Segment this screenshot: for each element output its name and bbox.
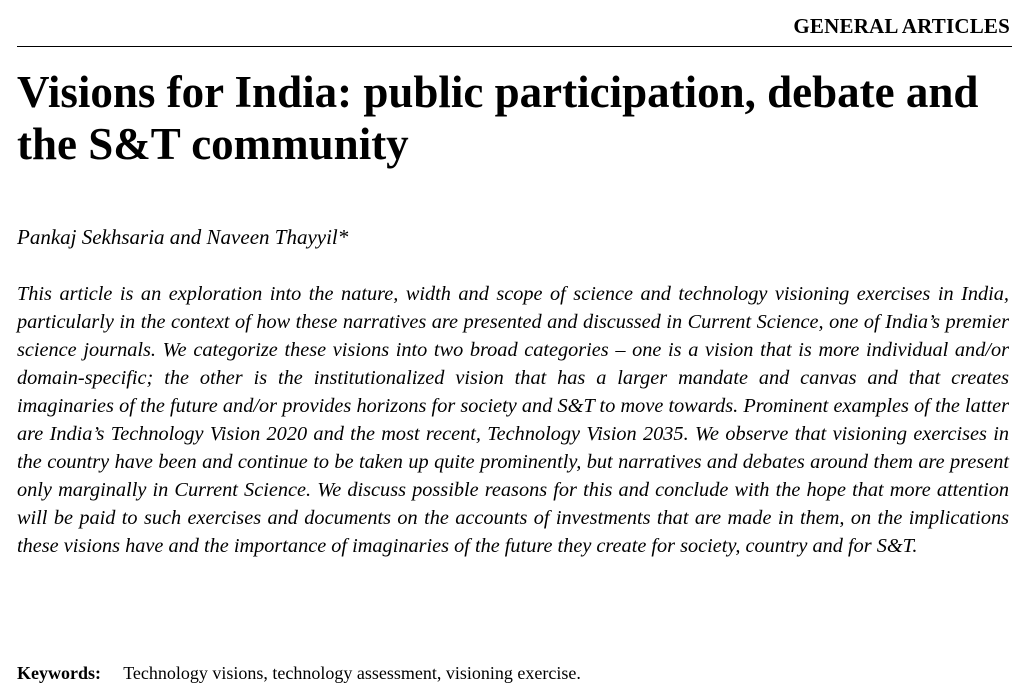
keywords-line — [17, 663, 581, 684]
article-title: Visions for India: public participation, debate and the S&T community — [17, 67, 979, 169]
article-authors: Pankaj Sekhsaria and Naveen Thayyil* — [17, 225, 349, 249]
header-rule — [17, 46, 1012, 47]
article-abstract: This article is an exploration into the nature, width and scope of science and technology visioning exercises in India, particularly in the context of how these narratives are presented and discussed in Current Science, one of India’s premier science journals. We categorize these visions into two broad categories – one is a vision that is more individual and/or domain-specific; the other is the institutionalized vision that has a larger mandate and canvas and that creates imaginaries of the future and/or provides horizons for society and S&T to move towards. Prominent examples of the latter are India’s Technology Vision 2020 and the most recent, Technology Vision 2035. We observe that visioning exercises in the country have been and continue to be taken up quite prominently, but narratives and debates around them are present only marginally in Current Science. We discuss possible reasons for this and conclude with the hope that more attention will be paid to such exercises and documents on the accounts of investments that are made in them, on the implications these visions have and the importance of imaginaries of the future they create for society, country and for S&T. — [17, 283, 1009, 557]
keywords-label: Keywords: — [17, 663, 101, 683]
section-label: GENERAL ARTICLES — [793, 14, 1010, 38]
keywords-values: Technology visions, technology assessment, visioning exercise. — [123, 663, 581, 683]
